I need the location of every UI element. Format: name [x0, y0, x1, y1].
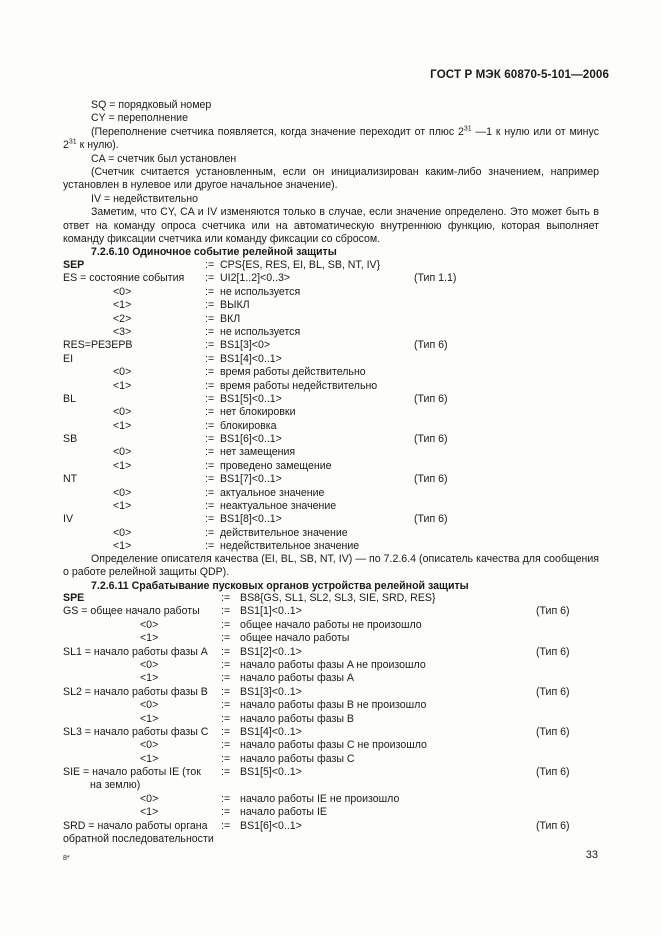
field-definition: BS1[4]<0..1> [220, 352, 282, 365]
field-name: ES = состояние события [63, 272, 185, 285]
assign-operator: := [205, 419, 215, 432]
field-definition: блокировка [220, 419, 277, 432]
field-definition: BS1[8]<0..1> [220, 513, 282, 526]
assign-operator: := [221, 739, 231, 752]
field-value-code: <0> [113, 366, 132, 379]
section-2-definitions [63, 592, 599, 846]
type-reference: (Тип 6) [536, 605, 570, 618]
assign-operator: := [221, 645, 231, 658]
section-1-title: 7.2.6.10 Одиночное событие релейной защиты [91, 246, 337, 259]
assign-operator: := [205, 339, 215, 352]
assign-operator: := [221, 632, 231, 645]
field-name: EI [63, 352, 74, 365]
sheet-mark: 8* [63, 855, 70, 862]
field-value-code: <1> [113, 540, 132, 553]
field-name: SPE [63, 592, 85, 604]
definition-row [63, 713, 599, 726]
document-header: ГОСТ Р МЭК 60870-5-101—2006 [430, 68, 609, 81]
assign-operator: := [221, 658, 231, 671]
definition-row [63, 513, 599, 526]
type-reference: (Тип 6) [414, 392, 448, 405]
field-definition: BS1[1]<0..1> [240, 605, 302, 618]
assign-operator: := [221, 605, 231, 618]
assign-operator: := [221, 819, 231, 832]
field-name: SL3 = начало работы фазы C [63, 725, 209, 738]
cy-note [63, 126, 599, 153]
field-value-code: <0> [140, 739, 159, 752]
definition-row [63, 806, 599, 819]
section-1-note: Определение описателя качества (EI, BL, SB, NT, IV) — по 7.2.6.4 (описатель качества для сообщения о работе релейной защиты QDP). [63, 553, 599, 579]
definition-row [63, 793, 599, 806]
field-definition: начало работы IE [240, 806, 327, 819]
field-value-code: <2> [113, 312, 132, 325]
assign-operator: := [205, 540, 215, 553]
assign-operator: := [221, 712, 231, 725]
definition-row [63, 779, 599, 792]
field-value-code: <0> [113, 486, 132, 499]
definition-row [63, 820, 599, 833]
field-definition: CPS{ES, RES, EI, BL, SB, NT, IV} [220, 259, 381, 271]
definition-row [63, 339, 599, 352]
type-reference: (Тип 6) [536, 766, 570, 779]
field-name: SB [63, 433, 78, 446]
definition-row [63, 353, 599, 366]
definition-row [63, 659, 599, 672]
ca-line: CA = счетчик был установлен [91, 152, 237, 165]
field-definition: BS1[6]<0..1> [220, 433, 282, 446]
definition-row [63, 393, 599, 406]
definition-row [63, 632, 599, 645]
field-definition: неактуальное значение [220, 500, 337, 513]
definition-row [63, 326, 599, 339]
cy-note-part-2: —1 к нулю или от минус 2 [63, 125, 600, 152]
definition-row [63, 406, 599, 419]
type-reference: (Тип 6) [536, 645, 570, 658]
definition-row [63, 473, 599, 486]
assign-operator: := [205, 486, 215, 499]
assign-operator: := [205, 366, 215, 379]
type-reference: (Тип 1.1) [414, 272, 457, 285]
definition-row [63, 286, 599, 299]
assign-operator: := [205, 513, 215, 526]
assign-operator: := [205, 352, 215, 365]
type-reference: (Тип 6) [536, 725, 570, 738]
definition-row [63, 299, 599, 312]
field-name: SL2 = начало работы фазы B [63, 685, 208, 698]
field-value-code: <1> [113, 500, 132, 513]
exponent-1: 31 [463, 125, 472, 133]
definition-row [63, 272, 599, 285]
field-definition: не используется [220, 325, 301, 338]
assign-operator: := [205, 406, 215, 419]
definition-row [63, 592, 599, 605]
assign-operator: := [205, 312, 215, 325]
field-definition: BS1[2]<0..1> [240, 645, 302, 658]
field-value-code: <0> [140, 699, 159, 712]
assign-operator: := [205, 379, 215, 392]
definition-row [63, 313, 599, 326]
field-definition: ВКЛ [220, 312, 241, 325]
assign-operator: := [205, 259, 215, 271]
assign-operator: := [221, 672, 231, 685]
assign-operator: := [205, 500, 215, 513]
field-definition: начало работы фазы B [240, 712, 354, 725]
field-value-code: <1> [140, 672, 159, 685]
type-reference: (Тип 6) [414, 473, 448, 486]
field-definition: начало работы IE не произошло [240, 792, 400, 805]
definition-row [63, 527, 599, 540]
type-reference: (Тип 6) [414, 513, 448, 526]
field-value-code: <1> [113, 419, 132, 432]
field-name: SIE = начало работы IE (ток [63, 766, 201, 779]
definition-row [63, 753, 599, 766]
assign-operator: := [205, 459, 215, 472]
field-definition: BS1[7]<0..1> [220, 473, 282, 486]
type-reference: (Тип 6) [414, 433, 448, 446]
field-definition: не используется [220, 285, 301, 298]
field-definition: BS1[5]<0..1> [240, 766, 302, 779]
field-definition: начало работы фазы A не произошло [240, 658, 426, 671]
field-definition: нет блокировки [220, 406, 296, 419]
definition-row [63, 672, 599, 685]
field-definition: время работы действительно [220, 366, 366, 379]
field-value-code: <1> [113, 459, 132, 472]
definition-row [63, 433, 599, 446]
assign-operator: := [205, 526, 215, 539]
field-name: SEP [63, 259, 85, 271]
assign-operator: := [221, 618, 231, 631]
intro-block [63, 99, 599, 260]
field-value-code: <1> [140, 712, 159, 725]
field-definition: начало работы фазы A [240, 672, 354, 685]
definition-row [63, 833, 599, 846]
exponent-2: 31 [68, 138, 77, 146]
page-number: 33 [585, 849, 598, 861]
field-value-code: <1> [140, 806, 159, 819]
assign-operator: := [221, 806, 231, 819]
field-definition: начало работы фазы C не произошло [240, 739, 427, 752]
definition-row [63, 726, 599, 739]
definition-row [63, 259, 599, 272]
assign-operator: := [221, 766, 231, 779]
field-definition: UI2[1..2]<0..3> [220, 272, 291, 285]
field-value-code: <0> [140, 792, 159, 805]
definition-row [63, 380, 599, 393]
assign-operator: := [221, 685, 231, 698]
field-definition: начало работы фазы B не произошло [240, 699, 427, 712]
assign-operator: := [221, 725, 231, 738]
field-value-code: <0> [140, 618, 159, 631]
field-definition: BS1[6]<0..1> [240, 819, 302, 832]
definition-row [63, 420, 599, 433]
field-definition: действительное значение [220, 526, 348, 539]
definition-row [63, 487, 599, 500]
field-definition: ВЫКЛ [220, 299, 250, 312]
cy-note-part-1: (Переполнение счетчика появляется, когда значение переходит от плюс 2 [91, 125, 464, 138]
field-definition: BS1[3]<0..1> [240, 685, 302, 698]
field-definition: общее начало работы [240, 632, 350, 645]
cy-note-part-3: к нулю). [76, 139, 119, 152]
assign-operator: := [205, 272, 215, 285]
field-definition: BS1[3]<0> [220, 339, 271, 352]
section-1-note-block [63, 553, 599, 593]
field-value-code: <1> [113, 379, 132, 392]
remark-paragraph: Заметим, что CY, CA и IV изменяются только в случае, если значение определено. Это может быть в ответ на команду опроса счетчика или на автоматическую внутреннюю функцию, которая выполняет команду фиксации счетчика или команду фиксации со сбросом. [63, 206, 599, 246]
section-2-title: 7.2.6.11 Срабатывание пусковых органов устройства релейной защиты [91, 579, 469, 592]
field-value-code: <0> [113, 446, 132, 459]
field-value-code: <0> [113, 526, 132, 539]
sq-line: SQ = порядковый номер [91, 99, 212, 111]
assign-operator: := [205, 285, 215, 298]
assign-operator: := [205, 473, 215, 486]
cy-line: CY = переполнение [91, 112, 188, 125]
definition-row [63, 446, 599, 459]
assign-operator: := [221, 792, 231, 805]
assign-operator: := [221, 752, 231, 765]
field-name: GS = общее начало работы [63, 605, 200, 618]
type-reference: (Тип 6) [536, 685, 570, 698]
field-name: SL1 = начало работы фазы A [63, 645, 208, 658]
iv-line: IV = недействительно [91, 192, 198, 205]
field-name: RES=РЕЗЕРВ [63, 339, 133, 352]
assign-operator: := [205, 446, 215, 459]
field-definition: нет замещения [220, 446, 296, 459]
field-name: SRD = начало работы органа [63, 819, 208, 832]
field-definition: BS1[5]<0..1> [220, 392, 282, 405]
field-definition: проведено замещение [220, 459, 332, 472]
field-value-code: <0> [113, 406, 132, 419]
field-definition: недействительное значение [220, 540, 360, 553]
definition-row [63, 540, 599, 553]
ca-note: (Счетчик считается установленным, если он инициализирован каким-либо значением, например установлен в нулевое или другое начальное значение). [63, 166, 599, 192]
field-name: обратной последовательности [63, 833, 214, 846]
definition-row [63, 619, 599, 632]
field-definition: начало работы фазы C [240, 752, 355, 765]
field-definition: BS8{GS, SL1, SL2, SL3, SIE, SRD, RES} [240, 592, 436, 604]
field-value-code: <1> [140, 752, 159, 765]
definition-row [63, 699, 599, 712]
assign-operator: := [205, 392, 215, 405]
definition-row [63, 766, 599, 779]
field-name: NT [63, 473, 78, 486]
field-value-code: <1> [113, 299, 132, 312]
assign-operator: := [205, 299, 215, 312]
field-name: BL [63, 392, 76, 405]
section-1-definitions [63, 259, 599, 554]
field-value-code: <1> [140, 632, 159, 645]
definition-row [63, 739, 599, 752]
definition-row [63, 460, 599, 473]
field-value-code: <3> [113, 325, 132, 338]
type-reference: (Тип 6) [536, 819, 570, 832]
field-definition: актуальное значение [220, 486, 325, 499]
assign-operator: := [221, 699, 231, 712]
field-name: IV [63, 513, 74, 526]
field-definition: BS1[4]<0..1> [240, 725, 302, 738]
assign-operator: := [205, 433, 215, 446]
assign-operator: := [221, 592, 231, 604]
field-name: на землю) [90, 779, 141, 792]
definition-row [63, 605, 599, 618]
field-value-code: <0> [113, 285, 132, 298]
assign-operator: := [205, 325, 215, 338]
field-value-code: <0> [140, 658, 159, 671]
field-definition: время работы недействительно [220, 379, 378, 392]
definition-row [63, 646, 599, 659]
definition-row [63, 366, 599, 379]
definition-row [63, 500, 599, 513]
field-definition: общее начало работы не произошло [240, 618, 422, 631]
type-reference: (Тип 6) [414, 339, 448, 352]
definition-row [63, 686, 599, 699]
